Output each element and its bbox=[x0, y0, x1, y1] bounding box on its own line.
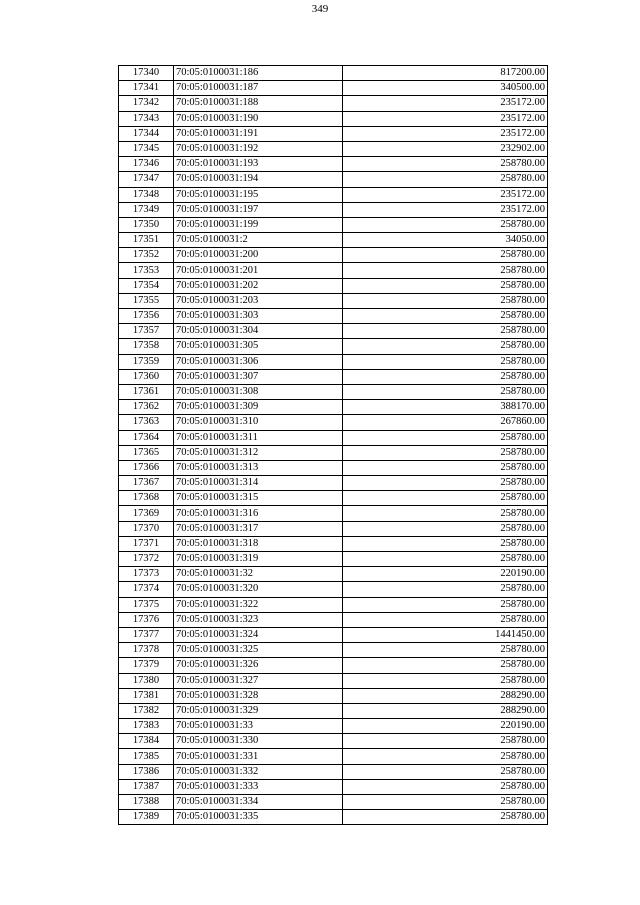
cadastral-number-cell: 70:05:0100031:202 bbox=[174, 278, 343, 293]
table-row bbox=[119, 567, 548, 582]
table-row bbox=[119, 521, 548, 536]
value-cell: 258780.00 bbox=[343, 309, 548, 324]
cadastral-number-cell: 70:05:0100031:334 bbox=[174, 795, 343, 810]
cadastral-number-cell: 70:05:0100031:32 bbox=[174, 567, 343, 582]
row-number-cell: 17385 bbox=[119, 749, 174, 764]
value-cell: 258780.00 bbox=[343, 643, 548, 658]
row-number-cell: 17378 bbox=[119, 643, 174, 658]
table-row bbox=[119, 506, 548, 521]
value-cell: 258780.00 bbox=[343, 810, 548, 825]
value-cell: 258780.00 bbox=[343, 369, 548, 384]
table-row bbox=[119, 126, 548, 141]
value-cell: 258780.00 bbox=[343, 172, 548, 187]
value-cell: 258780.00 bbox=[343, 749, 548, 764]
table-row bbox=[119, 278, 548, 293]
table-row bbox=[119, 749, 548, 764]
row-number-cell: 17343 bbox=[119, 111, 174, 126]
page-number: 349 bbox=[311, 3, 329, 15]
row-number-cell: 17355 bbox=[119, 293, 174, 308]
row-number-cell: 17369 bbox=[119, 506, 174, 521]
value-cell: 258780.00 bbox=[343, 430, 548, 445]
value-cell: 288290.00 bbox=[343, 688, 548, 703]
row-number-cell: 17361 bbox=[119, 384, 174, 399]
cadastral-number-cell: 70:05:0100031:312 bbox=[174, 445, 343, 460]
cadastral-number-cell: 70:05:0100031:186 bbox=[174, 66, 343, 81]
value-cell: 258780.00 bbox=[343, 658, 548, 673]
row-number-cell: 17366 bbox=[119, 460, 174, 475]
cadastral-number-cell: 70:05:0100031:190 bbox=[174, 111, 343, 126]
row-number-cell: 17384 bbox=[119, 734, 174, 749]
cadastral-number-cell: 70:05:0100031:326 bbox=[174, 658, 343, 673]
value-cell: 258780.00 bbox=[343, 764, 548, 779]
value-cell: 258780.00 bbox=[343, 293, 548, 308]
value-cell: 258780.00 bbox=[343, 339, 548, 354]
cadastral-number-cell: 70:05:0100031:315 bbox=[174, 491, 343, 506]
value-cell: 258780.00 bbox=[343, 460, 548, 475]
row-number-cell: 17374 bbox=[119, 582, 174, 597]
table-row bbox=[119, 552, 548, 567]
cadastral-number-cell: 70:05:0100031:194 bbox=[174, 172, 343, 187]
row-number-cell: 17358 bbox=[119, 339, 174, 354]
value-cell: 258780.00 bbox=[343, 476, 548, 491]
table-row bbox=[119, 734, 548, 749]
cadastral-number-cell: 70:05:0100031:200 bbox=[174, 248, 343, 263]
row-number-cell: 17342 bbox=[119, 96, 174, 111]
cadastral-number-cell: 70:05:0100031:328 bbox=[174, 688, 343, 703]
table-row bbox=[119, 263, 548, 278]
cadastral-number-cell: 70:05:0100031:188 bbox=[174, 96, 343, 111]
value-cell: 258780.00 bbox=[343, 248, 548, 263]
row-number-cell: 17362 bbox=[119, 400, 174, 415]
row-number-cell: 17344 bbox=[119, 126, 174, 141]
cadastral-number-cell: 70:05:0100031:320 bbox=[174, 582, 343, 597]
table-row bbox=[119, 172, 548, 187]
row-number-cell: 17360 bbox=[119, 369, 174, 384]
cadastral-number-cell: 70:05:0100031:329 bbox=[174, 703, 343, 718]
row-number-cell: 17345 bbox=[119, 141, 174, 156]
cadastral-number-cell: 70:05:0100031:191 bbox=[174, 126, 343, 141]
row-number-cell: 17382 bbox=[119, 703, 174, 718]
row-number-cell: 17354 bbox=[119, 278, 174, 293]
cadastral-number-cell: 70:05:0100031:199 bbox=[174, 217, 343, 232]
value-cell: 220190.00 bbox=[343, 719, 548, 734]
table-row bbox=[119, 627, 548, 642]
table-row bbox=[119, 430, 548, 445]
cadastral-number-cell: 70:05:0100031:313 bbox=[174, 460, 343, 475]
cadastral-number-cell: 70:05:0100031:333 bbox=[174, 779, 343, 794]
table-row bbox=[119, 415, 548, 430]
row-number-cell: 17359 bbox=[119, 354, 174, 369]
cadastral-value-table bbox=[118, 65, 548, 825]
cadastral-number-cell: 70:05:0100031:316 bbox=[174, 506, 343, 521]
value-cell: 288290.00 bbox=[343, 703, 548, 718]
table-row bbox=[119, 157, 548, 172]
table-row bbox=[119, 688, 548, 703]
table-row bbox=[119, 719, 548, 734]
row-number-cell: 17364 bbox=[119, 430, 174, 445]
cadastral-number-cell: 70:05:0100031:306 bbox=[174, 354, 343, 369]
value-cell: 235172.00 bbox=[343, 126, 548, 141]
row-number-cell: 17353 bbox=[119, 263, 174, 278]
table-row bbox=[119, 384, 548, 399]
cadastral-number-cell: 70:05:0100031:307 bbox=[174, 369, 343, 384]
cadastral-number-cell: 70:05:0100031:195 bbox=[174, 187, 343, 202]
table-row bbox=[119, 233, 548, 248]
cadastral-number-cell: 70:05:0100031:187 bbox=[174, 81, 343, 96]
cadastral-number-cell: 70:05:0100031:303 bbox=[174, 309, 343, 324]
cadastral-number-cell: 70:05:0100031:331 bbox=[174, 749, 343, 764]
value-cell: 258780.00 bbox=[343, 779, 548, 794]
value-cell: 258780.00 bbox=[343, 324, 548, 339]
table-row bbox=[119, 460, 548, 475]
row-number-cell: 17377 bbox=[119, 627, 174, 642]
value-cell: 258780.00 bbox=[343, 506, 548, 521]
cadastral-number-cell: 70:05:0100031:319 bbox=[174, 552, 343, 567]
row-number-cell: 17376 bbox=[119, 612, 174, 627]
row-number-cell: 17372 bbox=[119, 552, 174, 567]
row-number-cell: 17368 bbox=[119, 491, 174, 506]
table-row bbox=[119, 111, 548, 126]
table-row bbox=[119, 536, 548, 551]
row-number-cell: 17389 bbox=[119, 810, 174, 825]
value-cell: 258780.00 bbox=[343, 734, 548, 749]
value-cell: 388170.00 bbox=[343, 400, 548, 415]
table-row bbox=[119, 810, 548, 825]
table-row bbox=[119, 764, 548, 779]
row-number-cell: 17379 bbox=[119, 658, 174, 673]
row-number-cell: 17367 bbox=[119, 476, 174, 491]
table-row bbox=[119, 779, 548, 794]
table-row bbox=[119, 339, 548, 354]
row-number-cell: 17375 bbox=[119, 597, 174, 612]
row-number-cell: 17388 bbox=[119, 795, 174, 810]
cadastral-number-cell: 70:05:0100031:2 bbox=[174, 233, 343, 248]
row-number-cell: 17370 bbox=[119, 521, 174, 536]
value-cell: 235172.00 bbox=[343, 111, 548, 126]
cadastral-number-cell: 70:05:0100031:192 bbox=[174, 141, 343, 156]
table-row bbox=[119, 795, 548, 810]
row-number-cell: 17383 bbox=[119, 719, 174, 734]
table-body bbox=[119, 66, 548, 825]
table-row bbox=[119, 703, 548, 718]
value-cell: 258780.00 bbox=[343, 354, 548, 369]
row-number-cell: 17350 bbox=[119, 217, 174, 232]
table-row bbox=[119, 187, 548, 202]
table-row bbox=[119, 66, 548, 81]
cadastral-number-cell: 70:05:0100031:304 bbox=[174, 324, 343, 339]
cadastral-number-cell: 70:05:0100031:335 bbox=[174, 810, 343, 825]
cadastral-number-cell: 70:05:0100031:197 bbox=[174, 202, 343, 217]
value-cell: 258780.00 bbox=[343, 278, 548, 293]
value-cell: 258780.00 bbox=[343, 612, 548, 627]
table-row bbox=[119, 643, 548, 658]
row-number-cell: 17357 bbox=[119, 324, 174, 339]
table-row bbox=[119, 202, 548, 217]
value-cell: 258780.00 bbox=[343, 384, 548, 399]
row-number-cell: 17349 bbox=[119, 202, 174, 217]
value-cell: 258780.00 bbox=[343, 157, 548, 172]
table-row bbox=[119, 400, 548, 415]
value-cell: 258780.00 bbox=[343, 582, 548, 597]
row-number-cell: 17346 bbox=[119, 157, 174, 172]
row-number-cell: 17371 bbox=[119, 536, 174, 551]
value-cell: 235172.00 bbox=[343, 187, 548, 202]
value-cell: 1441450.00 bbox=[343, 627, 548, 642]
cadastral-number-cell: 70:05:0100031:311 bbox=[174, 430, 343, 445]
table-row bbox=[119, 96, 548, 111]
value-cell: 258780.00 bbox=[343, 491, 548, 506]
cadastral-number-cell: 70:05:0100031:310 bbox=[174, 415, 343, 430]
value-cell: 258780.00 bbox=[343, 673, 548, 688]
row-number-cell: 17340 bbox=[119, 66, 174, 81]
table-row bbox=[119, 217, 548, 232]
row-number-cell: 17352 bbox=[119, 248, 174, 263]
cadastral-number-cell: 70:05:0100031:309 bbox=[174, 400, 343, 415]
row-number-cell: 17381 bbox=[119, 688, 174, 703]
row-number-cell: 17351 bbox=[119, 233, 174, 248]
row-number-cell: 17386 bbox=[119, 764, 174, 779]
cadastral-number-cell: 70:05:0100031:325 bbox=[174, 643, 343, 658]
table-row bbox=[119, 597, 548, 612]
table-row bbox=[119, 445, 548, 460]
value-cell: 258780.00 bbox=[343, 536, 548, 551]
cadastral-number-cell: 70:05:0100031:318 bbox=[174, 536, 343, 551]
cadastral-number-cell: 70:05:0100031:330 bbox=[174, 734, 343, 749]
row-number-cell: 17387 bbox=[119, 779, 174, 794]
table-row bbox=[119, 612, 548, 627]
cadastral-number-cell: 70:05:0100031:305 bbox=[174, 339, 343, 354]
cadastral-number-cell: 70:05:0100031:323 bbox=[174, 612, 343, 627]
table-row bbox=[119, 491, 548, 506]
cadastral-number-cell: 70:05:0100031:201 bbox=[174, 263, 343, 278]
table-row bbox=[119, 81, 548, 96]
value-cell: 267860.00 bbox=[343, 415, 548, 430]
row-number-cell: 17365 bbox=[119, 445, 174, 460]
value-cell: 258780.00 bbox=[343, 521, 548, 536]
row-number-cell: 17380 bbox=[119, 673, 174, 688]
table-row bbox=[119, 476, 548, 491]
value-cell: 258780.00 bbox=[343, 552, 548, 567]
row-number-cell: 17363 bbox=[119, 415, 174, 430]
cadastral-number-cell: 70:05:0100031:308 bbox=[174, 384, 343, 399]
value-cell: 235172.00 bbox=[343, 96, 548, 111]
cadastral-number-cell: 70:05:0100031:322 bbox=[174, 597, 343, 612]
table-row bbox=[119, 673, 548, 688]
row-number-cell: 17356 bbox=[119, 309, 174, 324]
value-cell: 340500.00 bbox=[343, 81, 548, 96]
row-number-cell: 17341 bbox=[119, 81, 174, 96]
table-row bbox=[119, 658, 548, 673]
table-row bbox=[119, 324, 548, 339]
value-cell: 258780.00 bbox=[343, 597, 548, 612]
value-cell: 258780.00 bbox=[343, 263, 548, 278]
value-cell: 817200.00 bbox=[343, 66, 548, 81]
cadastral-number-cell: 70:05:0100031:33 bbox=[174, 719, 343, 734]
row-number-cell: 17373 bbox=[119, 567, 174, 582]
table-row bbox=[119, 354, 548, 369]
value-cell: 220190.00 bbox=[343, 567, 548, 582]
table-row bbox=[119, 582, 548, 597]
table-row bbox=[119, 141, 548, 156]
cadastral-number-cell: 70:05:0100031:314 bbox=[174, 476, 343, 491]
value-cell: 258780.00 bbox=[343, 217, 548, 232]
table-row bbox=[119, 293, 548, 308]
cadastral-number-cell: 70:05:0100031:193 bbox=[174, 157, 343, 172]
cadastral-number-cell: 70:05:0100031:317 bbox=[174, 521, 343, 536]
table-row bbox=[119, 309, 548, 324]
cadastral-number-cell: 70:05:0100031:327 bbox=[174, 673, 343, 688]
value-cell: 258780.00 bbox=[343, 795, 548, 810]
cadastral-number-cell: 70:05:0100031:332 bbox=[174, 764, 343, 779]
value-cell: 232902.00 bbox=[343, 141, 548, 156]
row-number-cell: 17347 bbox=[119, 172, 174, 187]
cadastral-number-cell: 70:05:0100031:203 bbox=[174, 293, 343, 308]
value-cell: 235172.00 bbox=[343, 202, 548, 217]
cadastral-number-cell: 70:05:0100031:324 bbox=[174, 627, 343, 642]
value-cell: 258780.00 bbox=[343, 445, 548, 460]
row-number-cell: 17348 bbox=[119, 187, 174, 202]
table-row bbox=[119, 369, 548, 384]
table-row bbox=[119, 248, 548, 263]
value-cell: 34050.00 bbox=[343, 233, 548, 248]
